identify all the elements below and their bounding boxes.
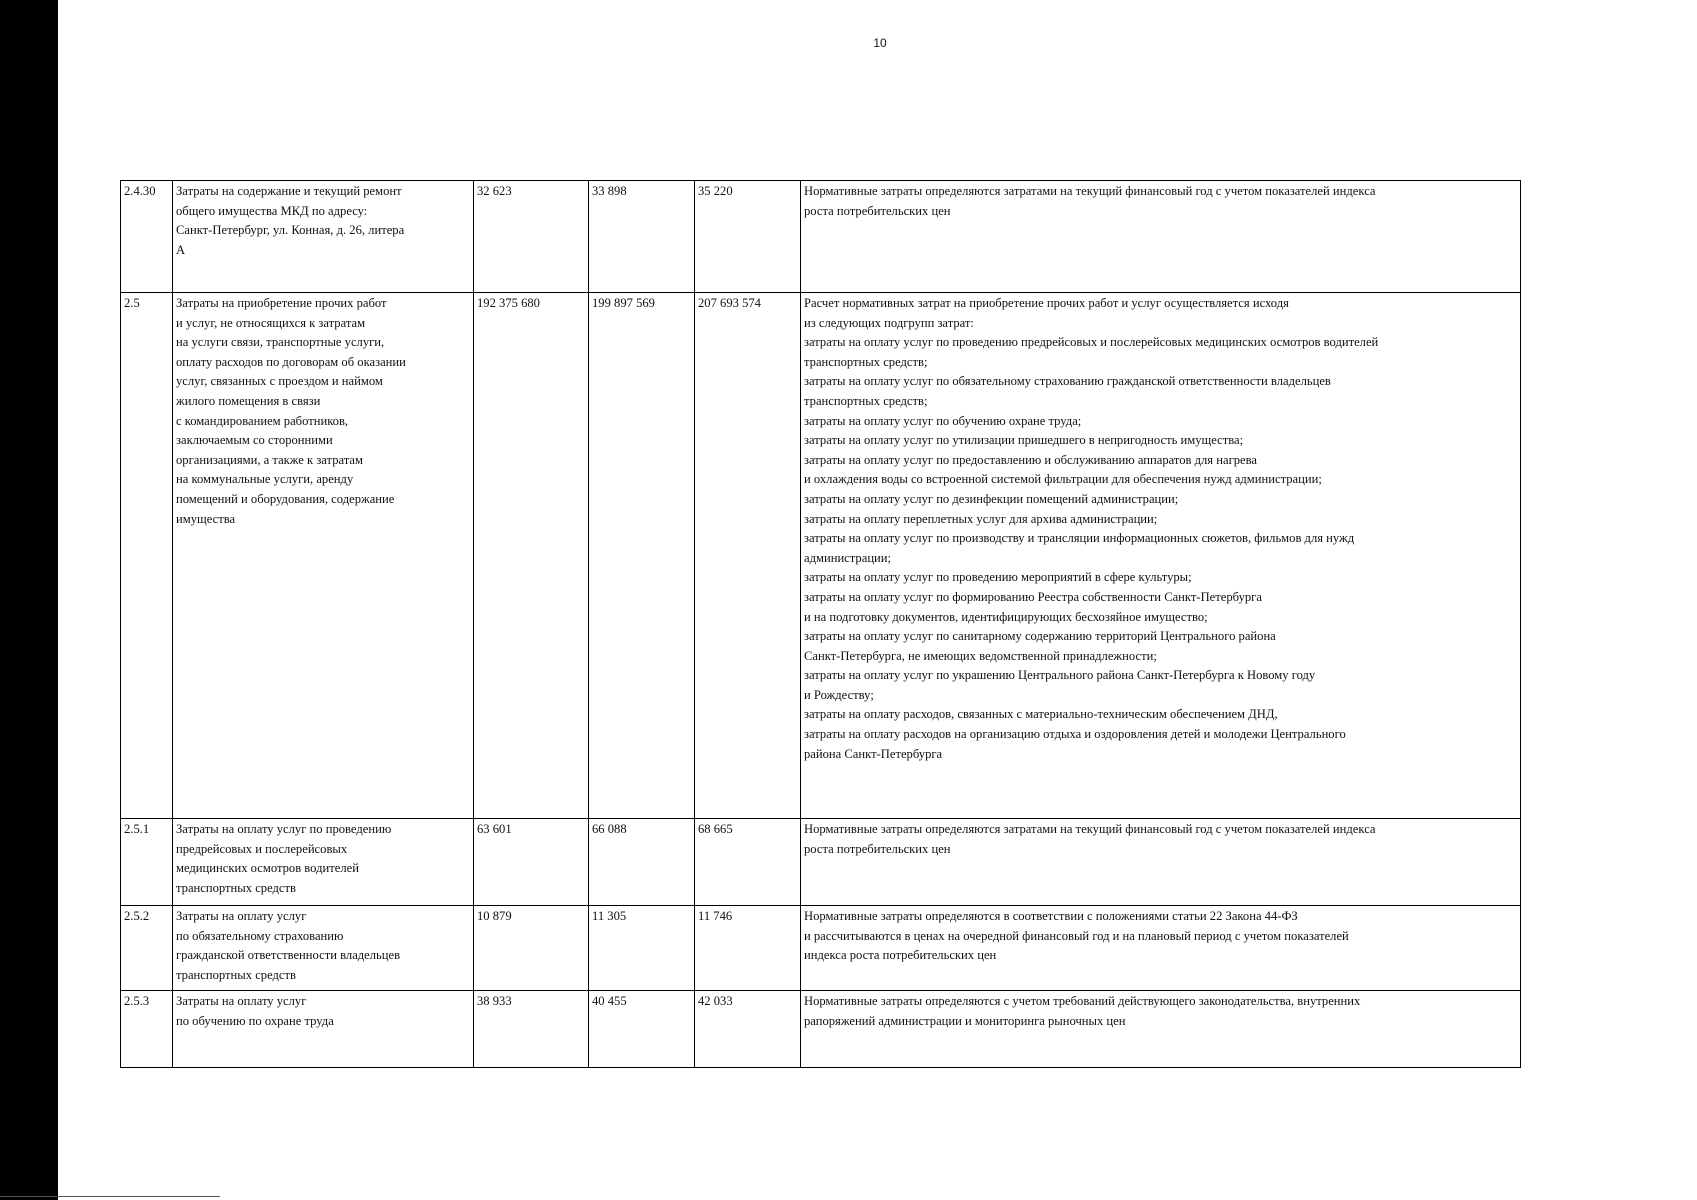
note-line: и охлаждения воды со встроенной системой фильтрации для обеспечения нужд администрации; (804, 472, 1322, 487)
table-row (121, 991, 1521, 1068)
name-line: по обучению по охране труда (176, 1013, 334, 1028)
name-line: предрейсовых и послерейсовых (176, 841, 348, 856)
row-note (801, 991, 1521, 1068)
scan-artifact-line (0, 1196, 220, 1197)
value-year-2: 40 455 (589, 991, 695, 1068)
note-line: из следующих подгрупп затрат: (804, 315, 974, 330)
name-line: на услуги связи, транспортные услуги, (176, 335, 385, 350)
note-line: затраты на оплату услуг по обучению охране труда; (804, 413, 1082, 428)
name-line: А (176, 242, 186, 257)
row-name (173, 819, 474, 906)
note-line: администрации; (804, 550, 892, 565)
note-line: Нормативные затраты определяются в соответствии с положениями статьи 22 Закона 44-ФЗ (804, 909, 1298, 923)
row-name (173, 991, 474, 1068)
note-line: и рассчитываются в ценах на очередной финансовый год и на плановый период с учетом показателей (804, 928, 1349, 943)
note-line: затраты на оплату услуг по проведению предрейсовых и послерейсовых медицинских осмотров водителей (804, 335, 1379, 350)
name-line: общего имущества МКД по адресу: (176, 203, 368, 218)
value-year-2: 199 897 569 (589, 293, 695, 819)
value-year-2: 66 088 (589, 819, 695, 906)
note-line: и на подготовку документов, идентифицирующих бесхозяйное имущество; (804, 609, 1208, 624)
row-code: 2.5.2 (121, 906, 173, 991)
value-year-1: 192 375 680 (474, 293, 589, 819)
row-name (173, 906, 474, 991)
note-line: затраты на оплату услуг по дезинфекции помещений администрации; (804, 491, 1179, 506)
note-line: роста потребительских цен (804, 203, 951, 218)
note-line: затраты на оплату услуг по проведению мероприятий в сфере культуры; (804, 570, 1192, 585)
table-row (121, 293, 1521, 819)
name-line: жилого помещения в связи (176, 393, 321, 408)
note-line: затраты на оплату услуг по санитарному содержанию территорий Центрального района (804, 629, 1276, 644)
name-line: на коммунальные услуги, аренду (176, 472, 354, 487)
page-number: 10 (873, 36, 887, 50)
value-year-2: 11 305 (589, 906, 695, 991)
name-line: Затраты на оплату услуг (176, 994, 307, 1008)
name-line: услуг, связанных с проездом и наймом (176, 374, 383, 389)
note-line: затраты на оплату услуг по обязательному страхованию гражданской ответственности владельцев (804, 374, 1331, 389)
note-line: транспортных средств; (804, 393, 928, 408)
value-year-1: 63 601 (474, 819, 589, 906)
value-year-3: 35 220 (695, 181, 801, 293)
note-line: затраты на оплату переплетных услуг для архива администрации; (804, 511, 1158, 526)
value-year-3: 11 746 (695, 906, 801, 991)
name-line: Затраты на приобретение прочих работ (176, 296, 387, 310)
cost-table (120, 180, 1521, 1068)
note-line: Санкт-Петербурга, не имеющих ведомственной принадлежности; (804, 648, 1157, 663)
name-line: по обязательному страхованию (176, 928, 344, 943)
note-line: района Санкт-Петербурга (804, 746, 943, 761)
name-line: оплату расходов по договорам об оказании (176, 354, 406, 369)
value-year-1: 38 933 (474, 991, 589, 1068)
row-name (173, 181, 474, 293)
value-year-2: 33 898 (589, 181, 695, 293)
row-code: 2.5.3 (121, 991, 173, 1068)
name-line: и услуг, не относящихся к затратам (176, 315, 366, 330)
value-year-3: 68 665 (695, 819, 801, 906)
name-line: Затраты на содержание и текущий ремонт (176, 184, 402, 198)
note-line: затраты на оплату расходов, связанных с материально-техническим обеспечением ДНД, (804, 707, 1278, 722)
row-note (801, 819, 1521, 906)
value-year-1: 32 623 (474, 181, 589, 293)
name-line: Санкт-Петербург, ул. Конная, д. 26, литера (176, 223, 405, 238)
name-line: помещений и оборудования, содержание (176, 491, 395, 506)
note-line: затраты на оплату услуг по утилизации пришедшего в непригодность имущества; (804, 433, 1244, 448)
row-name (173, 293, 474, 819)
row-code: 2.5.1 (121, 819, 173, 906)
name-line: гражданской ответственности владельцев (176, 948, 401, 963)
name-line: имущества (176, 511, 236, 526)
table-row (121, 819, 1521, 906)
note-line: затраты на оплату услуг по производству и трансляции информационных сюжетов, фильмов для нужд (804, 531, 1355, 546)
value-year-3: 42 033 (695, 991, 801, 1068)
value-year-3: 207 693 574 (695, 293, 801, 819)
note-line: затраты на оплату услуг по украшению Центрального района Санкт-Петербурга к Новому году (804, 668, 1316, 683)
name-line: медицинских осмотров водителей (176, 861, 359, 876)
row-note (801, 906, 1521, 991)
note-line: Нормативные затраты определяются с учетом требований действующего законодательства, внутренних (804, 994, 1361, 1008)
name-line: транспортных средств (176, 880, 296, 895)
value-year-1: 10 879 (474, 906, 589, 991)
row-note (801, 181, 1521, 293)
note-line: роста потребительских цен (804, 841, 951, 856)
name-line: с командированием работников, (176, 413, 349, 428)
note-line: индекса роста потребительских цен (804, 948, 997, 963)
note-line: затраты на оплату услуг по формированию Реестра собственности Санкт-Петербурга (804, 589, 1262, 604)
note-line: транспортных средств; (804, 354, 928, 369)
note-line: рапоряжений администрации и мониторинга рыночных цен (804, 1013, 1126, 1028)
note-line: Расчет нормативных затрат на приобретение прочих работ и услуг осуществляется исходя (804, 296, 1289, 310)
name-line: Затраты на оплату услуг по проведению (176, 822, 392, 836)
name-line: организациями, а также к затратам (176, 452, 363, 467)
name-line: Затраты на оплату услуг (176, 909, 307, 923)
row-code: 2.5 (121, 293, 173, 819)
note-line: и Рождеству; (804, 687, 874, 702)
name-line: транспортных средств (176, 967, 296, 982)
table-row (121, 906, 1521, 991)
note-line: Нормативные затраты определяются затратами на текущий финансовый год с учетом показателей индекса (804, 822, 1376, 836)
note-line: Нормативные затраты определяются затратами на текущий финансовый год с учетом показателей индекса (804, 184, 1376, 198)
note-line: затраты на оплату расходов на организацию отдыха и оздоровления детей и молодежи Центрального (804, 727, 1346, 742)
table-row (121, 181, 1521, 293)
row-note (801, 293, 1521, 819)
note-line: затраты на оплату услуг по предоставлению и обслуживанию аппаратов для нагрева (804, 452, 1257, 467)
name-line: заключаемым со сторонними (176, 433, 333, 448)
row-code: 2.4.30 (121, 181, 173, 293)
scan-dark-margin (0, 0, 58, 1200)
